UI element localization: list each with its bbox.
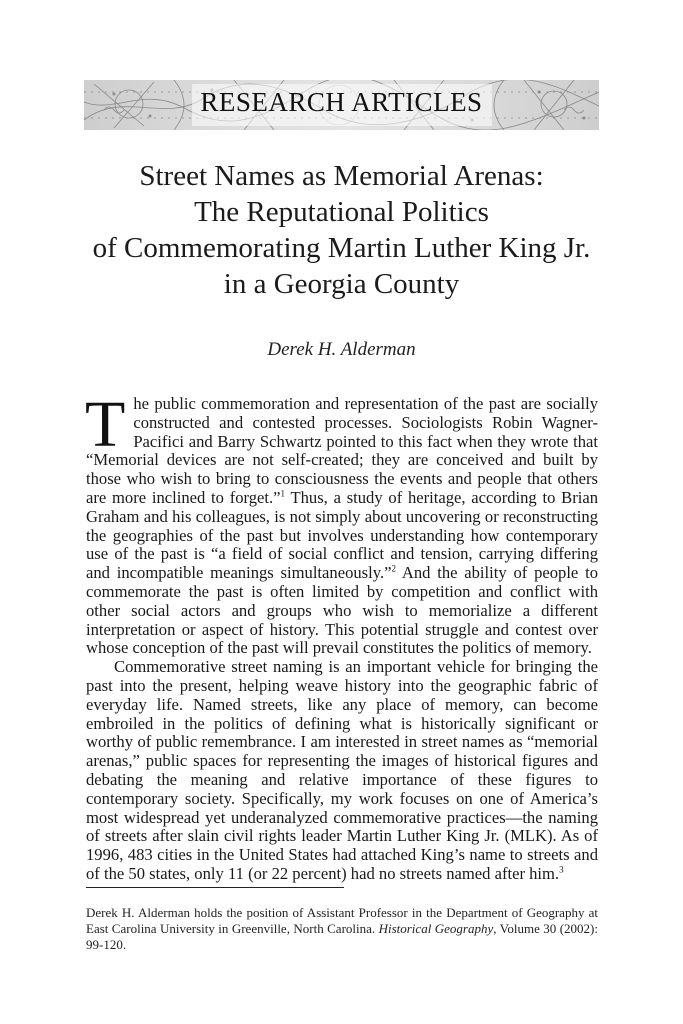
author-footnote xyxy=(86,905,598,953)
drop-cap: T xyxy=(85,388,126,461)
journal-name: Historical Geography xyxy=(378,921,494,936)
article-body xyxy=(85,388,598,884)
paragraph-text: Thus, a study of heritage, according to Brian Graham and his colleagues, is not simply about uncovering or reconstructing the geographies of the past but involves understanding how contemporary use of the past is “a field of social conflict and tension, carrying differing and incompatible meanings simultaneously.” xyxy=(86,487,598,583)
footnote-text: , Volume 30 (2002): 99-120. xyxy=(86,921,598,952)
title-line: of Commemorating Martin Luther King Jr. xyxy=(92,232,591,264)
article-title xyxy=(40,158,643,302)
footnote-ref[interactable]: 2 xyxy=(391,563,396,574)
author-byline: Derek H. Alderman xyxy=(267,339,416,360)
footnote-text: Derek H. Alderman holds the position of Assistant Professor in the Department of Geography at East Carolina University in Greenville, North Carolina. xyxy=(86,905,598,936)
paragraph-text: Commemorative street naming is an important vehicle for bringing the past into the present, helping weave history into the geographic fabric of everyday life. Named streets, like any place of memory, can become embroiled in the politics of defining what is historically significant or worthy of public remembrance. I am interested in street names as “memorial arenas,” public spaces for representing the images of historical figures and debating the meaning and relative importance of these figures to contemporary society. Specifically, my work focuses on one of America’s most widespread yet underanalyzed commemorative practices—the naming of streets after slain civil rights leader Martin Luther King Jr. (MLK). As of 1996, 483 cities in the United States had attached King’s name to streets and of the 50 states, only 11 (or 22 percent) had no streets named after him. xyxy=(86,657,598,883)
title-line: The Reputational Politics xyxy=(194,196,489,228)
body-paragraph xyxy=(85,388,598,658)
body-paragraph xyxy=(86,658,598,884)
title-line: in a Georgia County xyxy=(223,268,460,300)
section-banner xyxy=(84,80,599,130)
section-label: RESEARCH ARTICLES xyxy=(200,87,483,117)
paragraph-text: And the ability of people to commemorate the past is often limited by competition and conflict with other social actors and groups who wish to memorialize a different interpretation or aspect of history. This potential struggle and contest over whose conception of the past will prevail constitutes the politics of memory. xyxy=(86,563,598,658)
title-line: Street Names as Memorial Arenas: xyxy=(139,160,544,192)
footnote-ref[interactable]: 3 xyxy=(559,864,564,875)
footnote-ref[interactable]: 1 xyxy=(280,488,286,499)
footnote-divider xyxy=(86,887,344,888)
paragraph-text: he public commemoration and representation of the past are socially constructed and contested processes. Sociologists Robin Wagner-Pacifici and Barry Schwartz pointed to this fact when they wrote that “Memorial devices are not self-created; they are conceived and built by those who wish to bring to consciousness the events and people that others are more inclined to forget.” xyxy=(86,394,598,507)
